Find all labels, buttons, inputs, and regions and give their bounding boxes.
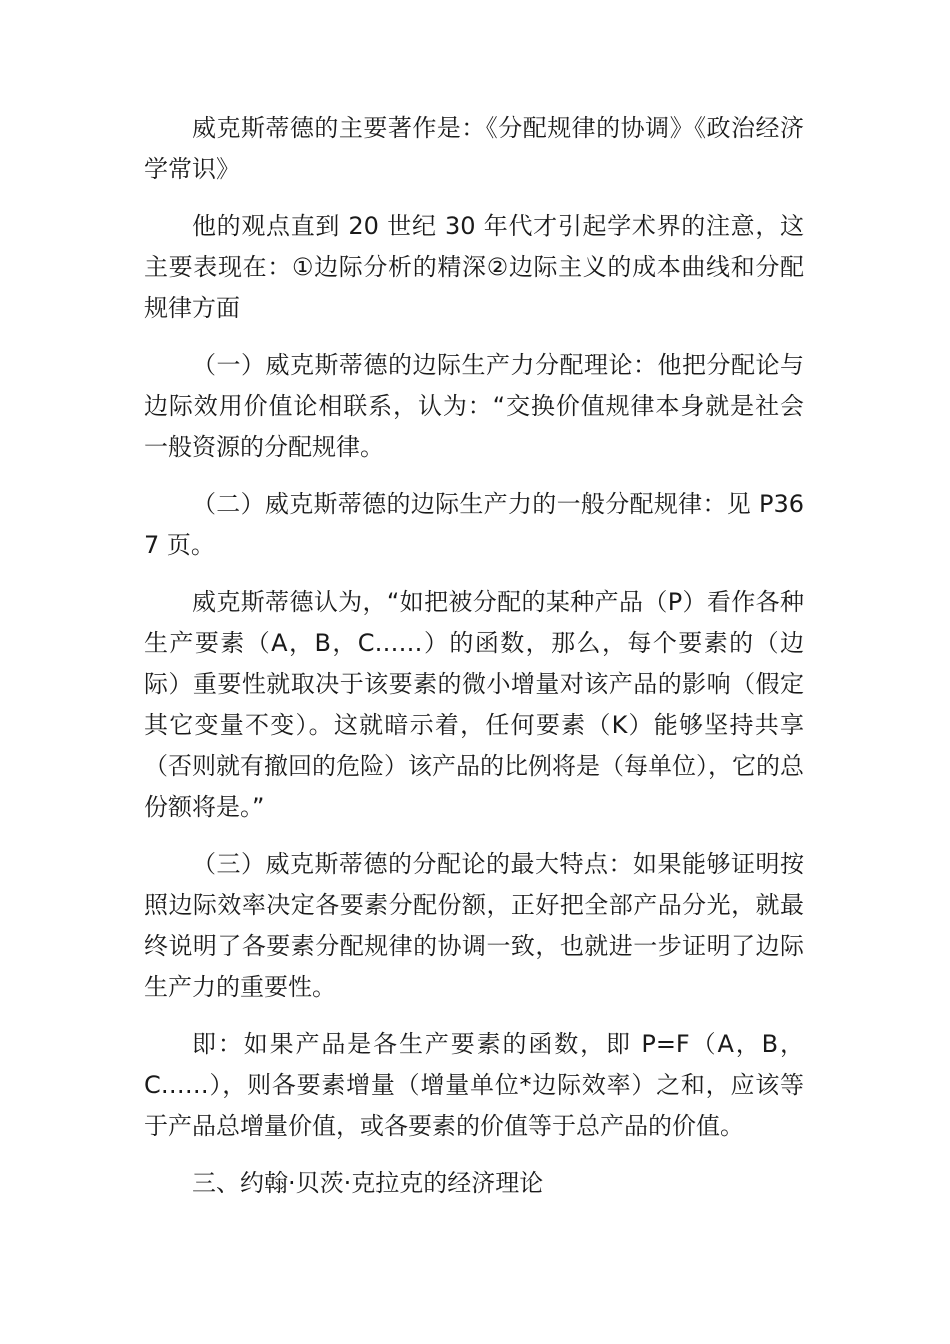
paragraph-views: 他的观点直到 20 世纪 30 年代才引起学术界的注意，这主要表现在：①边际分析的精深②边际主义的成本曲线和分配规律方面 (144, 212, 804, 322)
paragraph-function: 即：如果产品是各生产要素的函数，即 P=F（A，B，C……），则各要素增量（增量单位*边际效率）之和，应该等于产品总增量价值，或各要素的价值等于总产品的价值。 (144, 1030, 804, 1140)
section-heading: 三、约翰·贝茨·克拉克的经济理论 (192, 1169, 544, 1197)
paragraph-section-one: （一）威克斯蒂德的边际生产力分配理论：他把分配论与边际效用价值论相联系，认为：“交换价值规律本身就是社会一般资源的分配规律。 (144, 351, 804, 461)
paragraph-works: 威克斯蒂德的主要著作是：《分配规律的协调》《政治经济学常识》 (144, 114, 804, 183)
paragraph-section-three: （三）威克斯蒂德的分配论的最大特点：如果能够证明按照边际效率决定各要素分配份额，正好把全部产品分光，就最终说明了各要素分配规律的协调一致，也就进一步证明了边际生产力的重要性。 (144, 850, 804, 1001)
paragraph-quote: 威克斯蒂德认为，“如把被分配的某种产品（P）看作各种生产要素（A，B，C……）的函数，那么，每个要素的（边际）重要性就取决于该要素的微小增量对该产品的影响（假定其它变量不变）。这就暗示着，任何要素（K）能够坚持共享（否则就有撤回的危险）该产品的比例将是（每单位），它的总份额将是。” (144, 588, 804, 821)
document-body (144, 108, 804, 1204)
paragraph-section-two: （二）威克斯蒂德的边际生产力的一般分配规律：见 P367 页。 (144, 490, 804, 559)
